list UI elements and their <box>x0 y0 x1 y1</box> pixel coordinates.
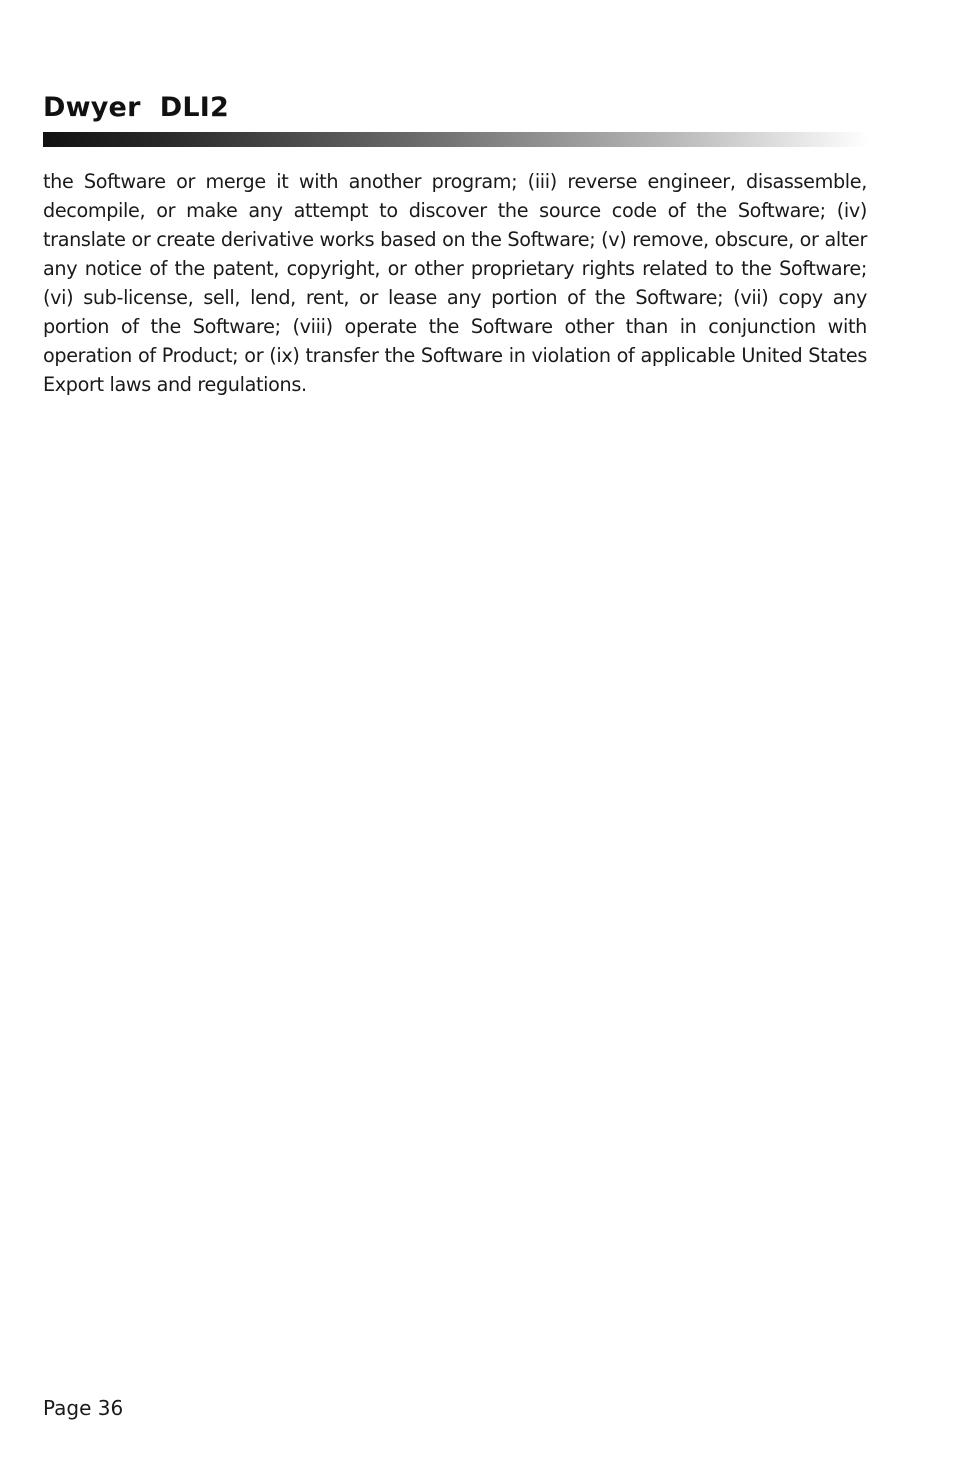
page-number: Page 36 <box>43 1396 124 1420</box>
page-title: Dwyer DLI2 <box>43 92 230 123</box>
body-paragraph: the Software or merge it with another program; (iii) reverse engineer, disassemble, decompile, or make any attempt to discover the source code of the Software; (iv) translate or create derivative works based on the Software; (v) remove, obscure, or alter any notice of the patent, copyright, or other proprietary rights related to the Software; (vi) sub-license, sell, lend, rent, or lease any portion of the Software; (vii) copy any portion of the Software; (viii) operate the Software other than in conjunction with operation of Product; or (ix) transfer the Software in violation of applicable United States Export laws and regulations. <box>43 170 867 396</box>
header-gradient-rule <box>43 132 869 147</box>
